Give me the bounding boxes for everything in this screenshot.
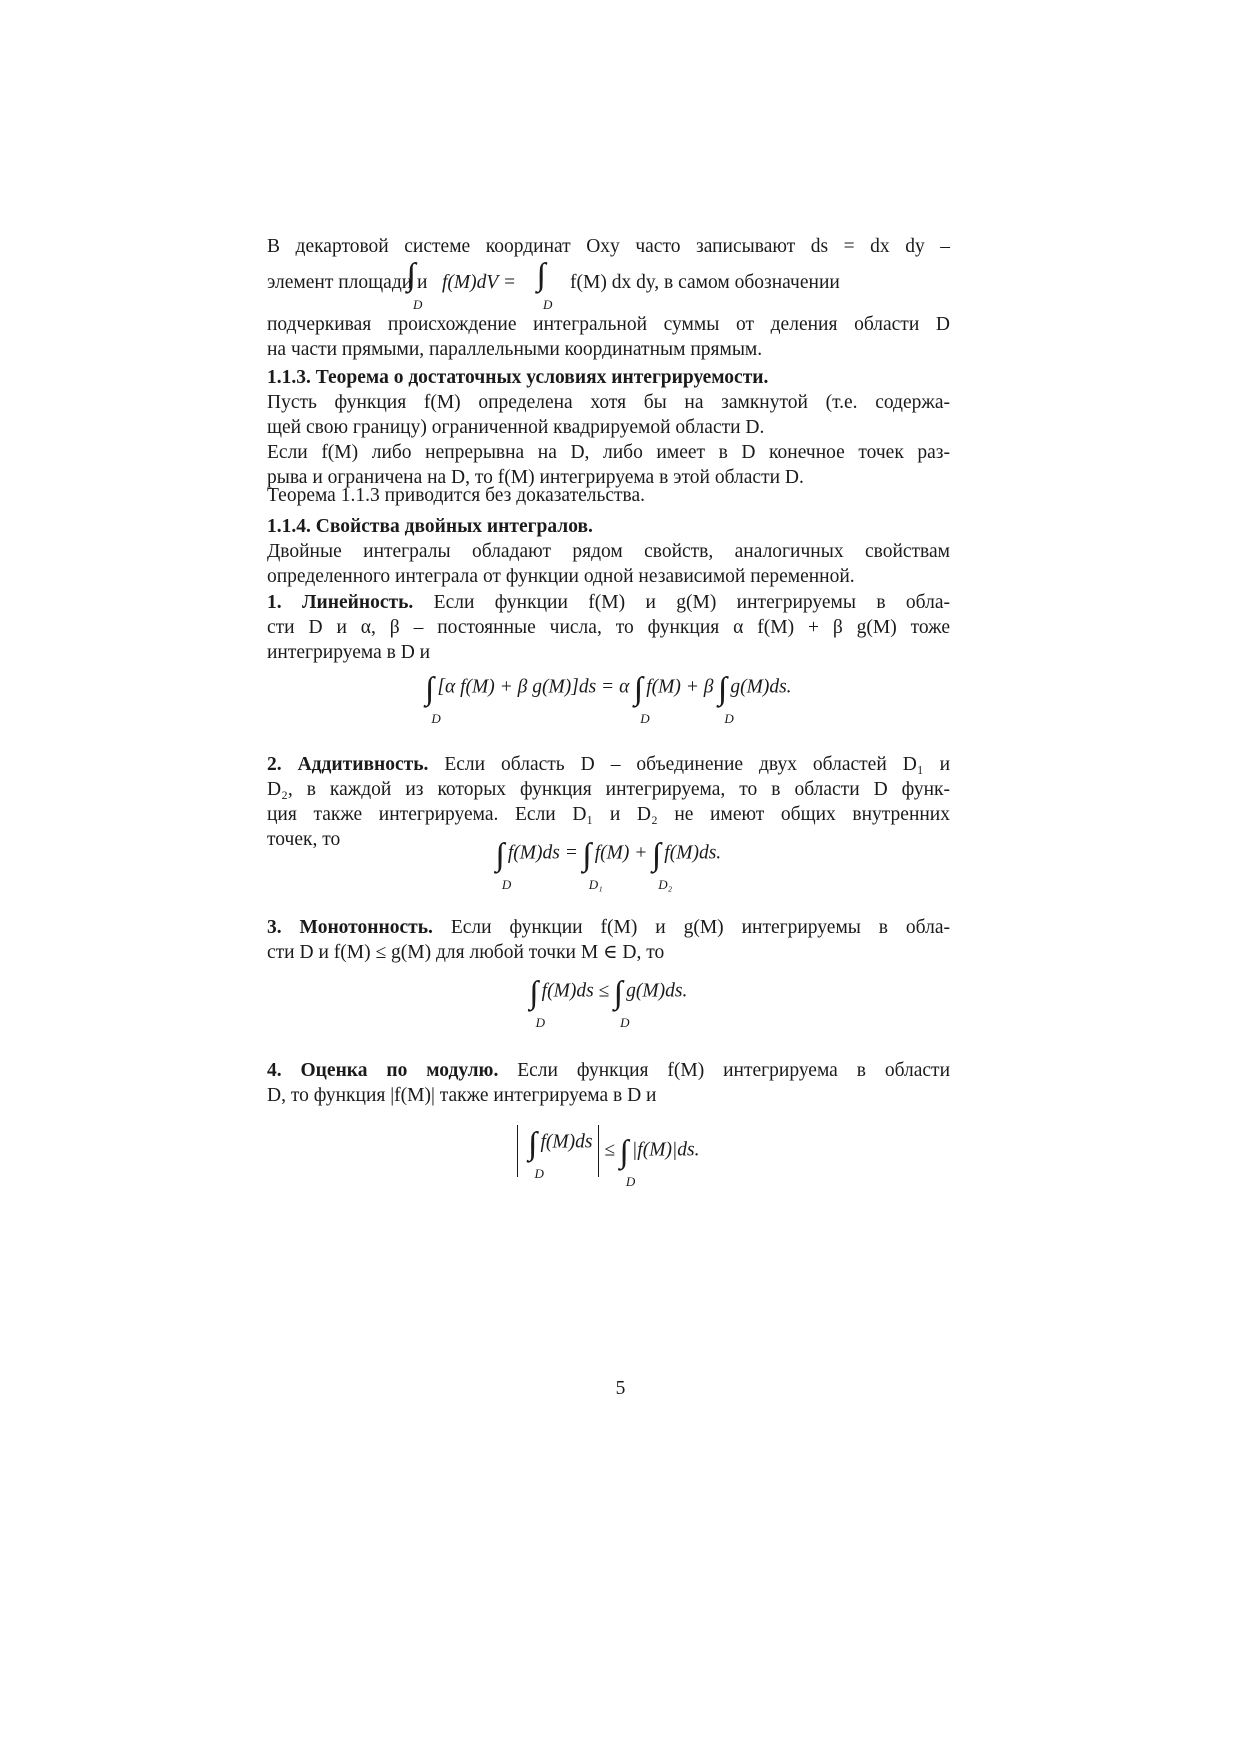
property-title: 2. Аддитивность. — [267, 754, 429, 775]
property-modulus-estimate — [267, 1058, 950, 1108]
property-linearity — [267, 590, 950, 665]
text-line: 1. Линейность. Если функции f(M) и g(M) интегрируемы в обла- — [267, 592, 951, 613]
formula-modulus-estimate: D f(M)ds ≤ D |f(M)|ds. — [267, 1125, 950, 1177]
section-1-1-4 — [267, 514, 950, 589]
text-line: интегрируема в D и — [267, 642, 431, 663]
double-integral-sign: D — [724, 711, 734, 726]
double-integral-sign: D — [534, 1166, 544, 1181]
double-integral-sign: D — [543, 297, 553, 312]
text-line: В декартовой системе координат Oxy часто записывают ds = dx dy – — [267, 236, 950, 257]
property-title: 1. Линейность. — [267, 592, 414, 613]
paragraph-intro-formula-line — [267, 258, 950, 314]
double-integral-sign: D — [535, 1015, 546, 1030]
text-line: сти D и f(M) ≤ g(M) для любой точки M ∈ D, то — [267, 942, 665, 963]
text-line: D₂, в каждой из которых функция интегрируема, то в области D функ- — [267, 779, 950, 800]
formula-fragment: f(M)dV = — [442, 272, 516, 293]
absolute-value-bars: D f(M)ds — [517, 1125, 599, 1177]
double-integral-sign: D — [431, 711, 441, 726]
text-line: точек, то — [267, 829, 341, 850]
property-title: 4. Оценка по модулю. — [267, 1060, 499, 1081]
double-integral-sign: D — [620, 1015, 630, 1030]
text-line: ция также интегрируема. Если D₁ и D₂ не имеют общих внутренних — [267, 804, 950, 825]
formula-monotonicity: D f(M)ds ≤ D g(M)ds. — [267, 976, 950, 1008]
text-line: рыва и ограничена на D, то f(M) интегрируема в этой области D. — [267, 467, 804, 488]
text-line: 4. Оценка по модулю. Если функция f(M) интегрируема в области — [267, 1060, 950, 1081]
double-integral-sign: D₁ — [588, 877, 603, 892]
double-integral-sign: D — [501, 877, 512, 892]
property-monotonicity — [267, 915, 950, 965]
text-line: Двойные интегралы обладают рядом свойств, аналогичных свойствам — [267, 541, 950, 562]
property-title: 3. Монотонность. — [267, 917, 433, 938]
formula-additivity: D f(M)ds = D₁ f(M) + D₂ f(M)ds. — [267, 838, 950, 870]
text-line: сти D и α, β – постоянные числа, то функция α f(M) + β g(M) тоже — [267, 617, 950, 638]
text-line: на части прямыми, параллельными координатным прямым. — [267, 339, 763, 360]
text-line: 3. Монотонность. Если функции f(M) и g(M) интегрируемы в обла- — [267, 917, 950, 938]
paragraph-intro-cont — [267, 312, 950, 362]
text-line: подчеркивая происхождение интегральной суммы от деления области D — [267, 314, 950, 335]
text-line: Теорема 1.1.3 приводится без доказательства. — [267, 485, 646, 506]
section-1-1-3 — [267, 365, 950, 490]
property-additivity — [267, 752, 950, 852]
double-integral-sign: D — [413, 297, 423, 312]
section-heading: 1.1.3. Теорема о достаточных условиях интегрируемости. — [267, 367, 769, 388]
text-line: 2. Аддитивность. Если область D – объединение двух областей D₁ и — [267, 754, 951, 775]
formula-linearity: D [α f(M) + β g(M)]ds = α D f(M) + β D g(M)ds. — [267, 672, 950, 704]
section-heading: 1.1.4. Свойства двойных интегралов. — [267, 516, 593, 537]
text-fragment: f(M) dx dy, в самом обозначении — [570, 272, 840, 293]
theorem-note — [267, 483, 950, 508]
text-fragment: элемент площади и — [267, 272, 428, 293]
double-integral-sign: D₂ — [658, 877, 673, 892]
text-line: Пусть функция f(M) определена хотя бы на замкнутой (т.е. содержа- — [267, 392, 950, 413]
double-integral-sign: D — [640, 711, 650, 726]
text-line: определенного интеграла от функции одной независимой переменной. — [267, 566, 855, 587]
double-integral-sign: D — [625, 1174, 636, 1189]
paragraph-intro — [267, 234, 950, 259]
text-line: Если f(M) либо непрерывна на D, либо имеет в D конечное точек раз- — [267, 442, 950, 463]
text-line: щей свою границу) ограниченной квадрируемой области D. — [267, 417, 765, 438]
page-number: 5 — [615, 1378, 626, 1399]
text-line: D, то функция |f(M)| также интегрируема в D и — [267, 1085, 657, 1106]
